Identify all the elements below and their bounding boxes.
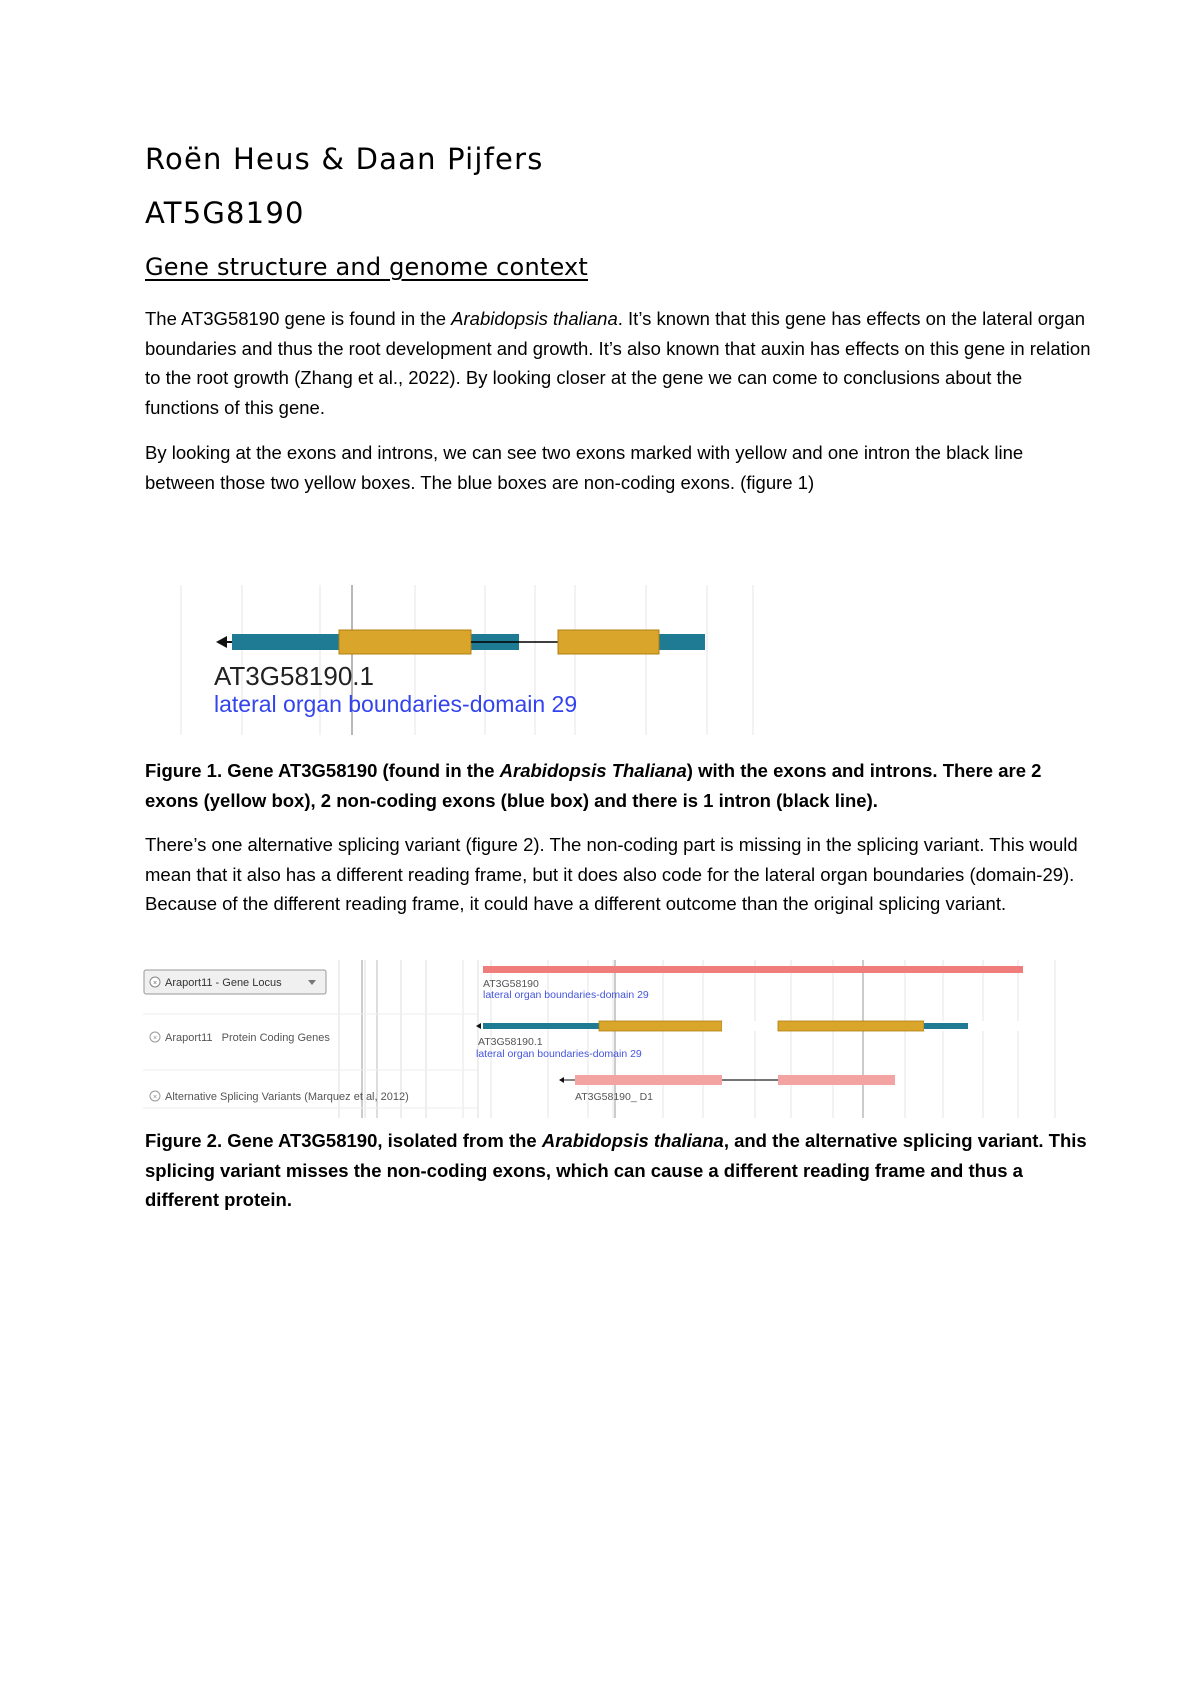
transcript-description-label: lateral organ boundaries-domain 29 [214, 691, 578, 717]
caption-text-1: Figure 2. Gene AT3G58190, isolated from the [145, 1130, 542, 1151]
variant-exon-1[interactable] [575, 1075, 722, 1085]
track-gene-locus-selector[interactable] [144, 970, 326, 994]
locus-id-label: AT3G58190 [483, 978, 539, 990]
track-end [968, 1021, 1028, 1031]
noncoding-exon [924, 1023, 968, 1029]
transcript-description-label: lateral organ boundaries-domain 29 [476, 1048, 642, 1060]
transcript-id-label: AT3G58190.1 [214, 661, 374, 691]
locus-description-label: lateral organ boundaries-domain 29 [483, 989, 649, 1001]
species-name: Arabidopsis thaliana [541, 1130, 724, 1151]
track-protein-coding-genes[interactable] [150, 1032, 330, 1044]
caption-text-2: ) with the exons and introns. There are 2 exons (yellow box), 2 non-coding exons (blue box) and there is 1 intron (black line). [145, 760, 1042, 811]
variant-id-label: AT3G58190_ D1 [575, 1091, 654, 1103]
authors-heading: Roën Heus & Daan Pijfers [145, 142, 544, 176]
species-name: Arabidopsis thaliana [451, 308, 618, 329]
strand-arrow-icon [559, 1077, 564, 1083]
coding-exon-1[interactable] [599, 1021, 722, 1031]
track-label: Alternative Splicing Variants (Marquez et al, 2012) [165, 1091, 409, 1103]
figure-2-genome-browser [143, 960, 1068, 1120]
exons-paragraph: By looking at the exons and introns, we can see two exons marked with yellow and one intron the black line between those two yellow boxes. The blue boxes are non-coding exons. (figure 1) [145, 442, 1024, 493]
close-icon-glyph: × [152, 1094, 158, 1101]
track-alternative-splicing[interactable] [150, 1091, 409, 1103]
coding-exon-2 [558, 630, 659, 654]
figure-2-caption [145, 1126, 1095, 1215]
coding-exon-2[interactable] [778, 1021, 924, 1031]
gene-locus-bar[interactable] [483, 966, 1023, 973]
track-label: Araport11 - Gene Locus [165, 977, 282, 989]
close-icon-glyph: × [152, 980, 158, 987]
figure-1-gene-diagram [180, 585, 760, 735]
track-label: Araport11 Protein Coding Genes [165, 1032, 330, 1044]
figure-1-caption [145, 756, 1095, 815]
caption-text-1: Figure 1. Gene AT3G58190 (found in the [145, 760, 500, 781]
caption-text-2: , and the alternative splicing variant. This splicing variant misses the non-coding exons, which can cause a different reading frame and thus a different protein. [145, 1130, 1087, 1210]
intro-paragraph [145, 304, 1095, 422]
gene-id-heading: AT5G8190 [145, 196, 305, 230]
intro-text-1: The AT3G58190 gene is found in the [145, 308, 452, 329]
transcript-id-label: AT3G58190.1 [478, 1036, 543, 1048]
section-heading: Gene structure and genome context [145, 253, 589, 281]
coding-exon-1 [339, 630, 471, 654]
variant-exon-2[interactable] [778, 1075, 895, 1085]
species-name: Arabidopsis Thaliana [499, 760, 687, 781]
splicing-paragraph: There’s one alternative splicing variant (figure 2). The non-coding part is missing in the splicing variant. This would mean that it also has a different reading frame, but it does also code for the lateral organ boundaries (domain-29). Because of the different reading frame, it could have a different outcome than the original splicing variant. [145, 834, 1078, 914]
close-icon-glyph: × [152, 1035, 158, 1042]
intro-text-2: . It’s known that this gene has effects on the lateral organ boundaries and thus the root development and growth. It’s also known that auxin has effects on this gene in relation to the root growth (Zhang et al., 2022). By looking closer at the gene we can come to conclusions about the functions of this gene. [145, 308, 1091, 418]
